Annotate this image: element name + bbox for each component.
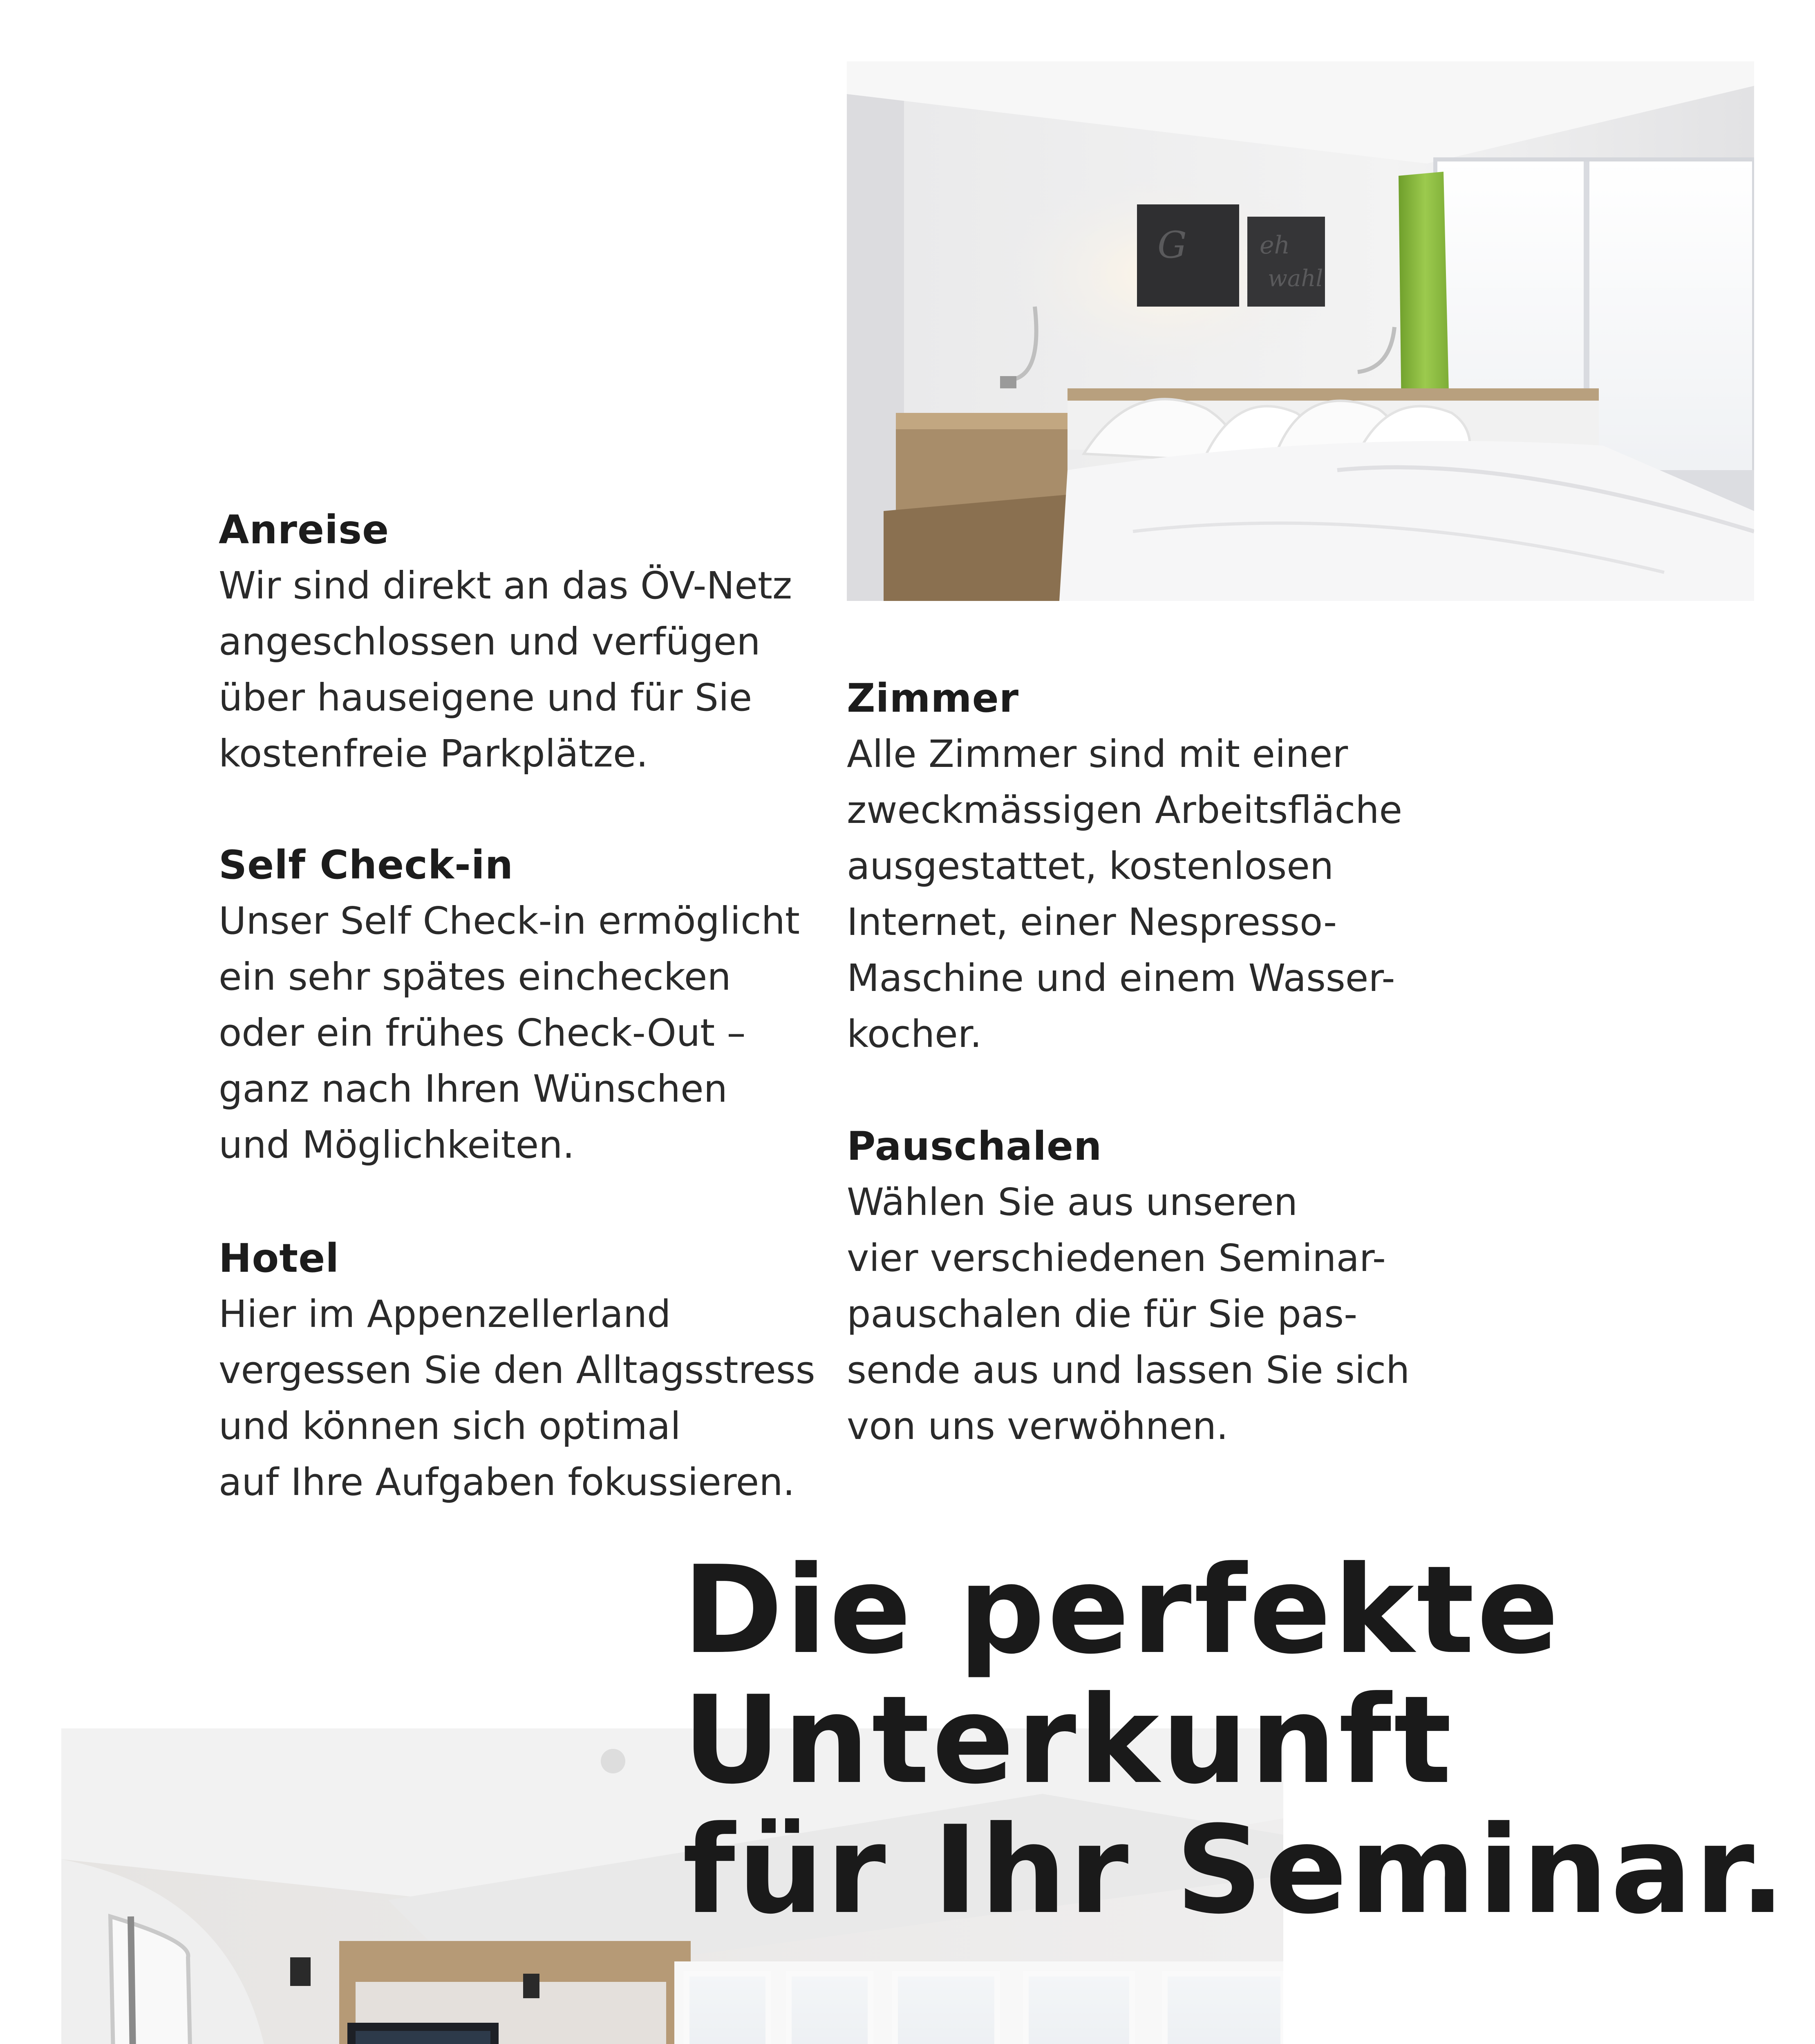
section-self-checkin	[219, 837, 848, 1173]
svg-text:eh: eh	[1260, 231, 1290, 260]
section-zimmer	[847, 670, 1476, 1062]
section-body: Wählen Sie aus unseren vier verschiedenen Seminar- pauschalen die für Sie pas- sende aus und lassen Sie sich von uns verwöhnen.	[847, 1180, 1410, 1448]
section-pauschalen	[847, 1118, 1476, 1454]
section-title: Zimmer	[847, 675, 1019, 721]
section-anreise	[219, 502, 848, 782]
section-body: Unser Self Check-in ermöglicht ein sehr spätes einchecken oder ein frühes Check-Out – ganz nach Ihren Wünschen und Möglichkeiten.	[219, 899, 800, 1167]
svg-text:G: G	[1157, 224, 1187, 267]
svg-text:wahl: wahl	[1268, 265, 1323, 292]
section-body: Wir sind direkt an das ÖV-Netz angeschlossen und verfügen über hauseigene und für Sie kostenfreie Parkplätze.	[219, 564, 792, 775]
hotel-room-photo	[847, 61, 1754, 601]
page-headline: Die perfekte Unterkunft für Ihr Seminar.	[683, 1540, 1788, 1941]
section-title: Self Check-in	[219, 842, 514, 888]
section-hotel	[219, 1230, 848, 1510]
section-body: Hier im Appenzellerland vergessen Sie den Alltagsstress und können sich optimal auf Ihre Aufgaben fokussieren.	[219, 1292, 815, 1504]
section-title: Pauschalen	[847, 1123, 1102, 1169]
section-body: Alle Zimmer sind mit einer zweckmässigen Arbeitsfläche ausgestattet, kostenlosen Internet, einer Nespresso- Maschine und einem Wasser- kocher.	[847, 732, 1403, 1056]
section-title: Hotel	[219, 1235, 340, 1281]
section-title: Anreise	[219, 507, 389, 553]
